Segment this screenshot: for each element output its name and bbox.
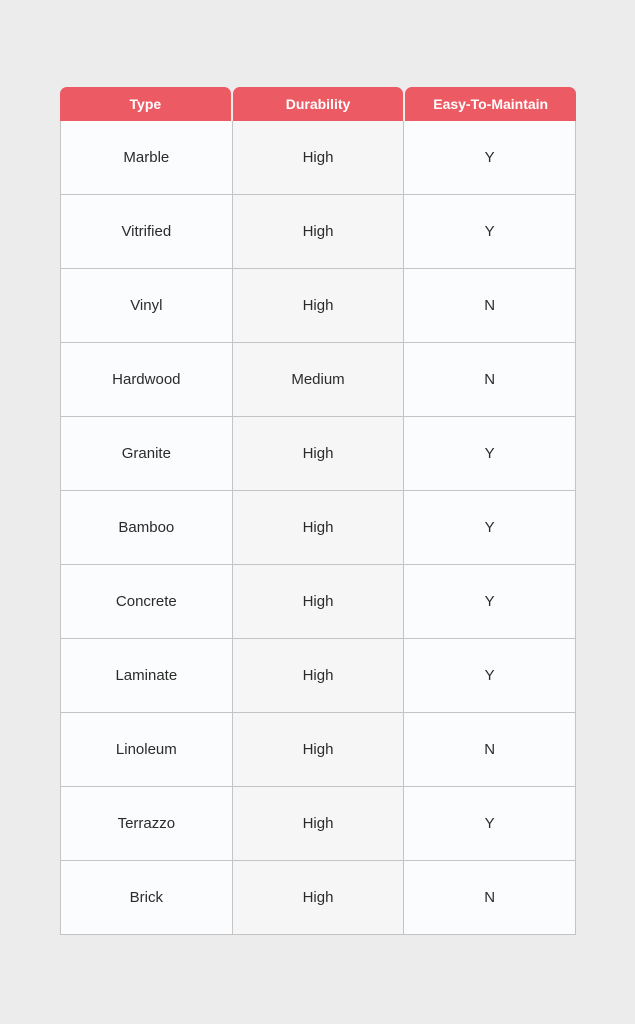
table-row [61, 417, 575, 491]
maintain-cell: Y [404, 787, 575, 860]
maintain-cell: Y [404, 639, 575, 712]
type-cell: Terrazzo [61, 787, 233, 860]
type-cell: Marble [61, 121, 233, 194]
durability-cell: High [233, 417, 405, 490]
table-row [61, 121, 575, 195]
table-row [61, 269, 575, 343]
durability-cell: High [233, 787, 405, 860]
header-type: Type [60, 87, 231, 121]
table-header-row [60, 87, 576, 121]
maintain-cell: Y [404, 565, 575, 638]
table-body [60, 121, 576, 935]
durability-cell: High [233, 861, 405, 934]
table-row [61, 639, 575, 713]
durability-cell: High [233, 121, 405, 194]
maintain-cell: N [404, 861, 575, 934]
type-cell: Linoleum [61, 713, 233, 786]
header-easy-to-maintain: Easy-To-Maintain [405, 87, 576, 121]
maintain-cell: Y [404, 491, 575, 564]
durability-cell: High [233, 639, 405, 712]
table-row [61, 861, 575, 935]
maintain-cell: N [404, 343, 575, 416]
table-row [61, 713, 575, 787]
type-cell: Laminate [61, 639, 233, 712]
type-cell: Brick [61, 861, 233, 934]
durability-cell: High [233, 713, 405, 786]
type-cell: Vitrified [61, 195, 233, 268]
durability-cell: High [233, 491, 405, 564]
maintain-cell: N [404, 269, 575, 342]
type-cell: Concrete [61, 565, 233, 638]
table-row [61, 491, 575, 565]
type-cell: Bamboo [61, 491, 233, 564]
durability-cell: High [233, 269, 405, 342]
type-cell: Vinyl [61, 269, 233, 342]
durability-cell: High [233, 565, 405, 638]
table-row [61, 343, 575, 417]
type-cell: Hardwood [61, 343, 233, 416]
maintain-cell: Y [404, 195, 575, 268]
maintain-cell: Y [404, 417, 575, 490]
header-durability: Durability [233, 87, 404, 121]
durability-cell: Medium [233, 343, 405, 416]
durability-cell: High [233, 195, 405, 268]
maintain-cell: Y [404, 121, 575, 194]
maintain-cell: N [404, 713, 575, 786]
flooring-comparison-table [60, 87, 576, 935]
table-row [61, 565, 575, 639]
table-row [61, 195, 575, 269]
table-row [61, 787, 575, 861]
type-cell: Granite [61, 417, 233, 490]
